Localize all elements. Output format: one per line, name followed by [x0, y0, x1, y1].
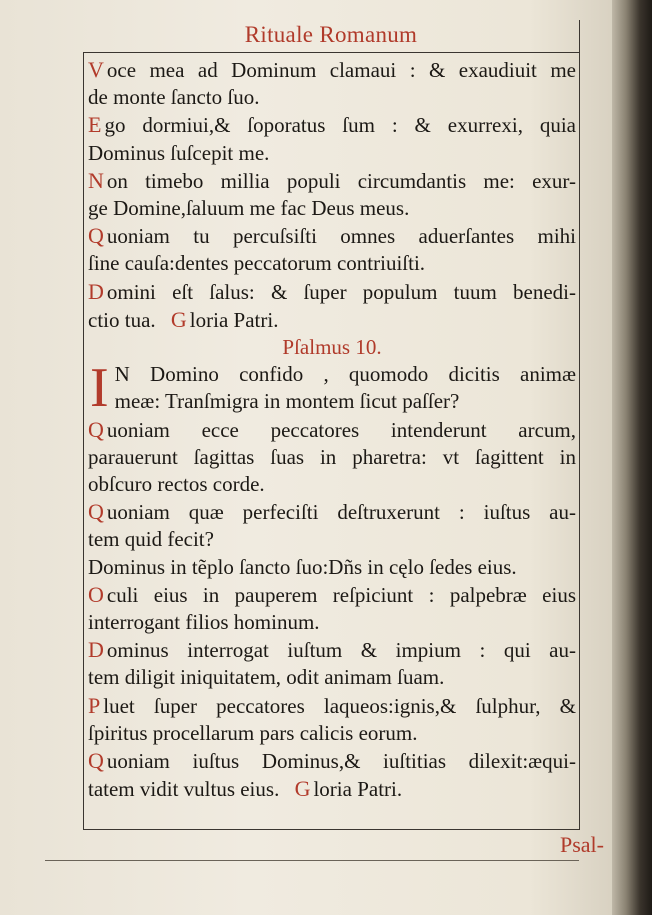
verse-block-b: [88, 416, 576, 804]
verse-line: [88, 222, 576, 250]
verse-text: tem quid fecit?: [88, 527, 214, 552]
verse-text: interrogant filios hominum.: [88, 610, 320, 635]
verse-text: oce mea ad Dominum clamaui : & exaudiuit me: [106, 58, 576, 82]
running-header: Rituale Romanum: [244, 22, 418, 47]
verse-line: [88, 747, 576, 775]
frame-rule-top: [83, 52, 579, 53]
verse-line: [88, 84, 576, 111]
initial-verse: [88, 357, 576, 420]
verse-text: obſcuro rectos corde.: [88, 472, 265, 497]
red-capital: D: [88, 637, 104, 663]
red-capital: O: [88, 581, 104, 607]
verse-line: [88, 526, 576, 553]
verse-line: [88, 111, 576, 139]
red-capital: Q: [88, 416, 104, 442]
book-gutter: [612, 0, 652, 915]
verse-text: tem diligit iniquitatem, odit animam ſuam.: [88, 665, 445, 690]
verse-text: uoniam quæ perfeciſti deſtruxerunt : iuſtus au-: [106, 500, 576, 525]
verse-text: Dominus in tẽplo ſancto ſuo:Dñs in cęlo ſedes eius.: [88, 554, 517, 579]
verse-text: on timebo millia populi circumdantis me: exur-: [106, 168, 576, 193]
verse-line: [88, 720, 576, 747]
initial-capital: I: [90, 357, 109, 420]
frame-rule-left: [83, 52, 84, 830]
verse-text: ſine cauſa:dentes peccatorum contriuiſti.: [88, 251, 426, 276]
verse-text: ctio tua.: [88, 307, 156, 332]
gloria-text: loria Patri.: [189, 307, 279, 332]
verse-line: [88, 195, 576, 222]
gloria-text: loria Patri.: [313, 777, 403, 802]
red-capital: N: [88, 167, 104, 193]
verse-line: [88, 306, 576, 334]
verse-line: [88, 581, 576, 609]
verse-text: de monte ſancto ſuo.: [88, 85, 260, 110]
verse-text: Dominus ſuſcepit me.: [88, 140, 270, 165]
verse-text: go dormiui,& ſoporatus ſum : & exurrexi, quia: [104, 113, 576, 138]
psalm-title: Pſalmus 10.: [282, 335, 382, 360]
red-capital: D: [88, 278, 104, 304]
verse-line: [88, 609, 576, 636]
frame-rule-foot: [45, 860, 579, 861]
verse-text: tatem vidit vultus eius.: [88, 777, 280, 802]
verse-line: [88, 554, 576, 581]
verse-line: [88, 140, 576, 167]
verse-line: [88, 636, 576, 664]
verse-line: [88, 56, 576, 84]
verse-text: uoniam tu percuſsiſti omnes aduerſantes mihi: [106, 224, 576, 249]
verse-line: [88, 775, 576, 803]
verse-text: uoniam iuſtus Dominus,& iuſtitias dilexit:æqui-: [106, 749, 576, 774]
catchword: Psal-: [560, 832, 604, 857]
frame-rule-bottom: [83, 829, 579, 830]
verse-block-a: [88, 56, 576, 334]
verse-line: [88, 444, 576, 471]
psalm-text: [88, 56, 576, 803]
verse-text: uoniam ecce peccatores intenderunt arcum,: [106, 417, 576, 442]
red-capital: Q: [88, 499, 104, 525]
verse-line: [88, 498, 576, 526]
red-capital: Q: [88, 748, 104, 774]
frame-rule-right: [579, 20, 580, 830]
verse-text: ominus interrogat iuſtum & impium : qui au-: [106, 638, 576, 663]
red-capital: P: [88, 692, 101, 718]
verse-line: [88, 250, 576, 277]
verse-line: [88, 278, 576, 306]
verse-line: [88, 471, 576, 498]
red-capital: Q: [88, 223, 104, 249]
verse-line: meæ: Tranſmigra in montem ſicut paſſer?: [114, 389, 460, 414]
red-capital: V: [88, 57, 104, 82]
red-capital: E: [88, 112, 102, 138]
verse-text: parauerunt ſagittas ſuas in pharetra: vt ſagittent in: [88, 444, 576, 469]
red-capital: G: [294, 776, 311, 802]
verse-line: [88, 416, 576, 444]
verse-text: ſpiritus procellarum pars calicis eorum.: [88, 720, 418, 745]
verse-text: luet ſuper peccatores laqueos:ignis,& ſulphur, &: [103, 693, 576, 718]
verse-text: ge Domine,ſaluum me fac Deus meus.: [88, 196, 410, 221]
verse-line: [88, 664, 576, 691]
verse-line: [88, 167, 576, 195]
red-capital: G: [170, 306, 187, 332]
verse-line: N Domino confido , quomodo dicitis animæ: [114, 362, 576, 387]
verse-line: [88, 692, 576, 720]
verse-text: omini eſt ſalus: & ſuper populum tuum benedi-: [106, 279, 576, 304]
verse-text: culi eius in pauperem reſpiciunt : palpebræ eius: [106, 582, 576, 607]
